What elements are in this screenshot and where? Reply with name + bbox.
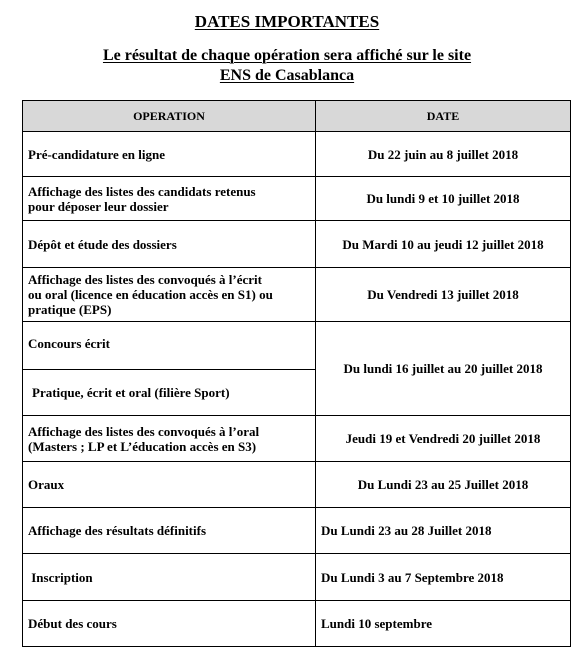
operation-cell: Affichage des listes des convoqués à l’oral (Masters ; LP et L’éducation accès en S3) xyxy=(23,416,316,462)
page-title: DATES IMPORTANTES xyxy=(194,12,380,31)
table-row xyxy=(23,132,571,177)
date-cell: Du lundi 9 et 10 juillet 2018 xyxy=(316,177,571,221)
operation-cell: Inscription xyxy=(23,554,316,601)
dates-table xyxy=(22,100,571,647)
table-row xyxy=(23,508,571,554)
date-cell: Du Lundi 23 au 25 Juillet 2018 xyxy=(316,462,571,508)
date-cell: Jeudi 19 et Vendredi 20 juillet 2018 xyxy=(316,416,571,462)
date-cell: Du lundi 16 juillet au 20 juillet 2018 xyxy=(316,322,571,416)
date-cell: Lundi 10 septembre xyxy=(316,601,571,647)
operation-cell: Affichage des listes des candidats retenus pour déposer leur dossier xyxy=(23,177,316,221)
table-row xyxy=(23,462,571,508)
table-row xyxy=(23,554,571,601)
table-row xyxy=(23,177,571,221)
date-cell: Du Lundi 23 au 28 Juillet 2018 xyxy=(316,508,571,554)
table-row xyxy=(23,601,571,647)
date-cell: Du 22 juin au 8 juillet 2018 xyxy=(316,132,571,177)
table-row xyxy=(23,221,571,268)
operation-cell: Début des cours xyxy=(23,601,316,647)
operation-cell: Dépôt et étude des dossiers xyxy=(23,221,316,268)
operation-cell: Pratique, écrit et oral (filière Sport) xyxy=(23,370,316,416)
table-row xyxy=(23,268,571,322)
subtitle-line-1: Le résultat de chaque opération sera affiché sur le site xyxy=(102,47,472,64)
operation-cell: Affichage des résultats définitifs xyxy=(23,508,316,554)
table-row xyxy=(23,416,571,462)
header-date: DATE xyxy=(316,101,571,132)
page-subtitle xyxy=(0,46,574,86)
table-row xyxy=(23,322,571,370)
date-cell: Du Lundi 3 au 7 Septembre 2018 xyxy=(316,554,571,601)
date-cell: Du Mardi 10 au jeudi 12 juillet 2018 xyxy=(316,221,571,268)
operation-cell: Affichage des listes des convoqués à l’écrit ou oral (licence en éducation accès en S1) ou pratique (EPS) xyxy=(23,268,316,322)
date-cell: Du Vendredi 13 juillet 2018 xyxy=(316,268,571,322)
operation-cell: Concours écrit xyxy=(23,322,316,370)
table-header-row xyxy=(23,101,571,132)
operation-cell: Oraux xyxy=(23,462,316,508)
subtitle-line-2: ENS de Casablanca xyxy=(219,67,355,84)
operation-cell: Pré-candidature en ligne xyxy=(23,132,316,177)
header-operation: OPERATION xyxy=(23,101,316,132)
